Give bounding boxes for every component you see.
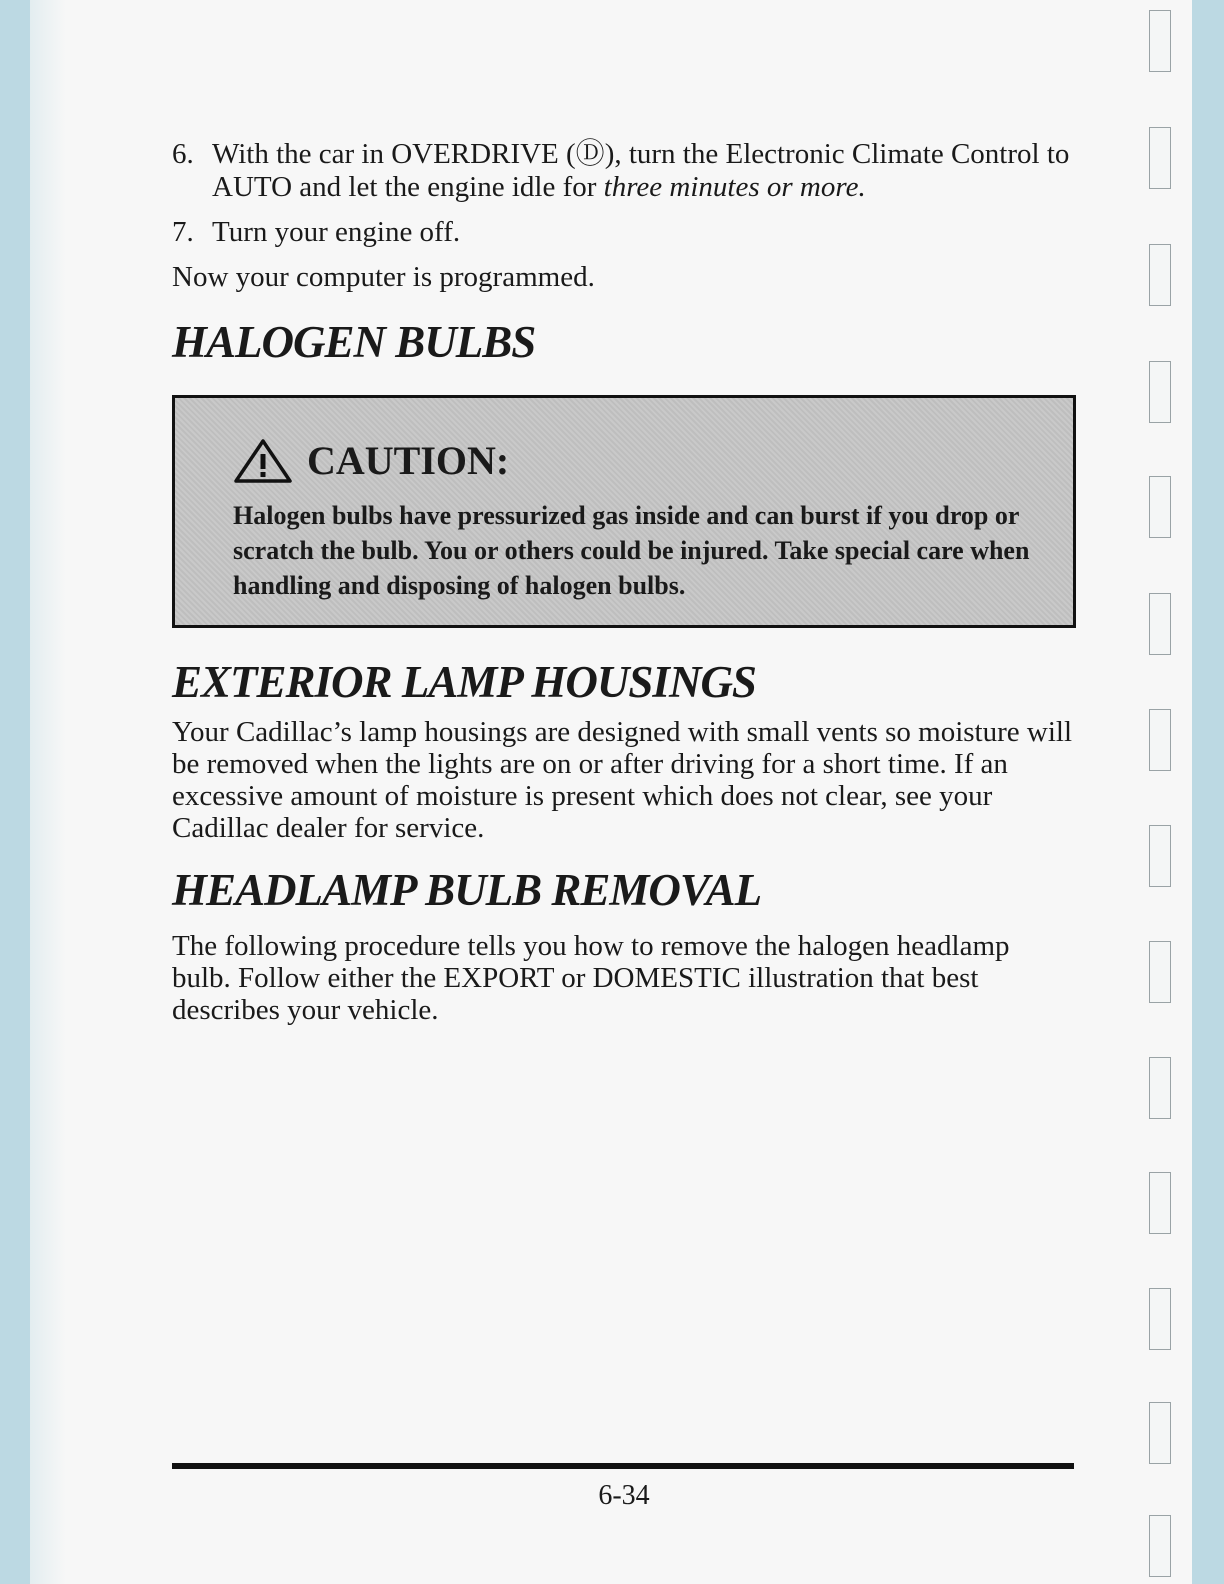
section-tab	[1149, 244, 1171, 306]
step-number: 6.	[172, 138, 194, 170]
heading-headlamp-bulb-removal: HEADLAMP BULB REMOVAL	[172, 865, 762, 915]
section-tab	[1149, 941, 1171, 1003]
section-tab	[1149, 361, 1171, 423]
overdrive-symbol: Ⓓ	[575, 138, 605, 170]
section-tab	[1149, 1057, 1171, 1119]
step-emphasis: three minutes or more.	[603, 171, 866, 203]
programmed-note: Now your computer is programmed.	[172, 261, 595, 293]
section-tab	[1149, 127, 1171, 189]
heading-halogen-bulbs: HALOGEN BULBS	[172, 317, 536, 367]
caution-box	[172, 395, 1076, 628]
section-tab	[1149, 10, 1171, 72]
section-tab	[1149, 825, 1171, 887]
left-page-shadow	[30, 0, 66, 1584]
section-tab	[1149, 1402, 1171, 1464]
warning-triangle-icon	[233, 438, 293, 484]
headlamp-body: The following procedure tells you how to remove the halogen headlamp bulb. Follow either the EXPORT or DOMESTIC illustration that best describes your vehicle.	[172, 930, 1010, 1026]
section-tab	[1149, 1172, 1171, 1234]
exterior-body: Your Cadillac’s lamp housings are designed with small vents so moisture will be removed when the lights are on or after driving for a short time. If an excessive amount of moisture is present which does not clear, see your Cadillac dealer for service.	[172, 716, 1073, 844]
step-text: ), turn the Electronic Climate Control to AUTO and let the engine idle for	[212, 138, 1070, 203]
headlamp-section	[172, 864, 1062, 1026]
section-tab	[1149, 1515, 1171, 1577]
step-7	[172, 216, 1077, 249]
step-6	[172, 138, 1077, 204]
section-tab	[1149, 1288, 1171, 1350]
page-number: 6-34	[598, 1480, 650, 1511]
section-tab	[1149, 476, 1171, 538]
caution-heading	[233, 438, 1033, 484]
caution-title: CAUTION:	[307, 438, 510, 483]
section-tab	[1149, 593, 1171, 655]
page-content	[172, 138, 1077, 368]
right-page-edge	[1192, 0, 1224, 1584]
step-text: Turn your engine off.	[212, 216, 461, 248]
footer-rule	[172, 1463, 1074, 1469]
exterior-section	[172, 656, 1072, 844]
caution-text: Halogen bulbs have pressurized gas inside and can burst if you drop or scratch the bulb. You or others could be injured. Take special care when handling and disposing of halogen bulbs.	[233, 501, 1030, 600]
heading-exterior-lamp-housings: EXTERIOR LAMP HOUSINGS	[172, 657, 756, 707]
section-tab	[1149, 709, 1171, 771]
step-text: With the car in OVERDRIVE (	[212, 138, 576, 170]
left-page-edge	[0, 0, 30, 1584]
step-number: 7.	[172, 216, 194, 248]
